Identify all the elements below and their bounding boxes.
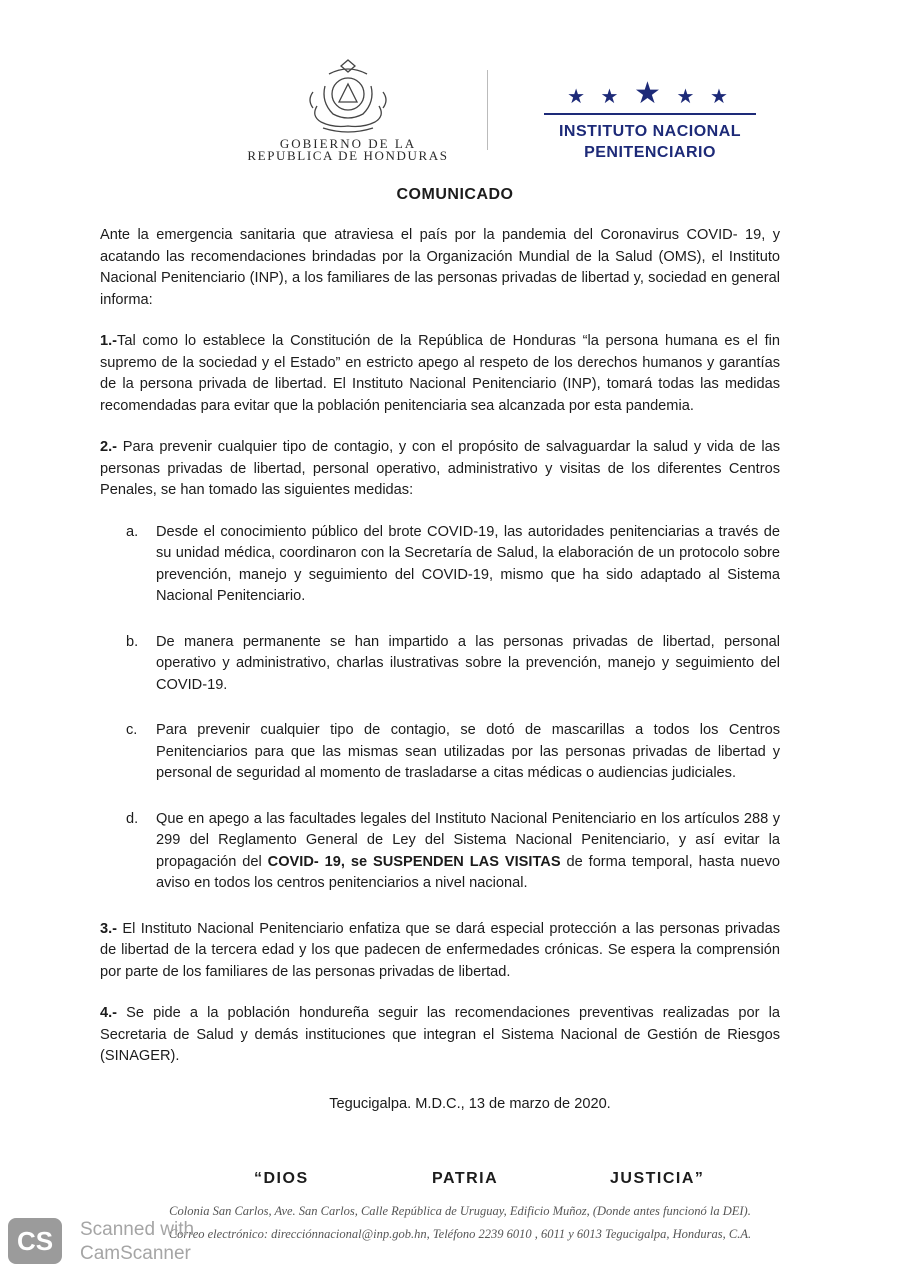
paragraph-4-text: Se pide a la población hondureña seguir las recomendaciones preventivas realizadas por la Secretaria de Salud y demás instituciones que integran el Sistema Nacional de Gestión de Riesgos (SINAGER). [100,1005,780,1064]
list-item [100,632,780,697]
list-item [100,720,780,785]
measures-list [100,522,780,895]
list-item-letter: a. [126,523,139,540]
document-date: Tegucigalpa. M.D.C., 13 de marzo de 2020. [329,1096,611,1112]
header-divider [487,70,488,150]
intro-paragraph: Ante la emergencia sanitaria que atraviesa el país por la pandemia del Coronavirus COVID- 19, y acatando las recomendaciones brindadas por la Organización Mundial de la Salud (OMS), el Instituto Nacional Penitenciario (INP), a los familiares de las personas privadas de libertad y, sociedad en general informa: [100,227,780,308]
paragraph-2-number: 2.- [100,439,118,455]
list-item-letter: c. [126,722,138,738]
motto-word-3: JUSTICIA” [610,1170,705,1187]
gov-line1: GOBIERNO DE LA [279,136,417,151]
paragraph-1-number: 1.- [100,333,118,349]
document-title: COMUNICADO [396,186,514,203]
list-item-letter: d. [126,810,139,827]
paragraph-4 [100,1003,780,1068]
paragraph-3-number: 3.- [100,920,118,937]
list-item-letter: b. [126,633,139,650]
list-item-text: De manera permanente se han impartido a las personas privadas de libertad, personal operativo y administrativo, charlas ilustrativas sobre la prevención, manejo y seguimiento del COVID-19. [156,633,780,693]
inp-name-line1: INSTITUTO NACIONAL [558,123,742,140]
government-seal-block [228,56,468,162]
list-item-bold: COVID- 19, se SUSPENDEN LAS VISITAS [267,853,561,870]
honduras-emblem-icon [303,56,393,138]
document-body [100,225,780,1088]
footer-line2: Correo electrónico: direcciónnacional@inp.gob.hn, Teléfono 2239 6010 , 6011 y 6013 Tegucigalpa, Honduras, C.A. [168,1227,752,1241]
inp-logo-block [530,77,770,163]
paragraph-1 [100,331,780,417]
paragraph-1-text: Tal como lo establece la Constitución de la República de Honduras “la persona humana es el fin supremo de la sociedad y el Estado” en estricto apego al respeto de los derechos humanos y garantías de la persona privada de libertad. El Instituto Nacional Penitenciario (INP), tomará todas las medidas recomendadas para evitar que la población penitenciaria sea alcanzada por esta pandemia. [100,333,780,414]
paragraph-3 [100,919,780,984]
paragraph-3-text: El Instituto Nacional Penitenciario enfatiza que se dará especial protección a las personas privadas de libertad de la tercera edad y los que padecen de enfermedades crónicas. Se espera la comprensión por parte de los familiares de las personas privadas de libertad. [100,920,780,980]
list-item-text-b: de forma temporal, hasta nuevo aviso en todos los centros penitenciarios a nivel nacional. [156,853,780,891]
paragraph-2-text: Para prevenir cualquier tipo de contagio, y con el propósito de salvaguardar la salud y vida de las personas privadas de libertad, personal operativo, administrativo y visitas de los diferentes Centros Penales, se han tomado las siguientes medidas: [100,439,780,498]
watermark-line1: Scanned with [80,1219,195,1240]
footer-line1: Colonia San Carlos, Ave. San Carlos, Calle República de Uruguay, Edificio Muñoz, (Donde antes funcionó la DEI). [169,1204,751,1218]
motto-word-2: PATRIA [432,1170,499,1187]
list-item-text: Desde el conocimiento público del brote COVID-19, las autoridades penitenciarias a través de su unidad médica, coordinaron con la Secretaría de Salud, la elaboración de un protocolo sobre prevención, manejo y seguimiento del COVID-19, mismo que ha sido adaptado al Sistema Nacional Penitenciario. [156,523,780,604]
paragraph-2 [100,437,780,502]
gov-line2: REPUBLICA DE HONDURAS [247,148,449,163]
inp-name-line2: PENITENCIARIO [584,144,716,161]
stars-icon: ★ ★ ★ ★ ★ [567,77,733,110]
list-item [100,522,780,608]
list-item-text-a: Que en apego a las facultades legales del Instituto Nacional Penitenciario en los artículos 288 y 299 del Reglamento General de Ley del Sistema Nacional Penitenciario, y así evitar la propagación del [156,810,780,870]
paragraph-4-number: 4.- [100,1005,118,1021]
motto-word-1: “DIOS [254,1170,309,1187]
watermark-line2: CamScanner [80,1243,191,1264]
camscanner-logo-icon: CS [8,1218,62,1264]
inp-rule [544,113,756,115]
list-item-text: Para prevenir cualquier tipo de contagio, se dotó de mascarillas a todos los Centros Penitenciarios para que las mismas sean utilizadas por las personas privadas de libertad y personal de seguridad al momento de trasladarse a citas médicas o audiencias judiciales. [156,722,780,781]
list-item [100,809,780,895]
